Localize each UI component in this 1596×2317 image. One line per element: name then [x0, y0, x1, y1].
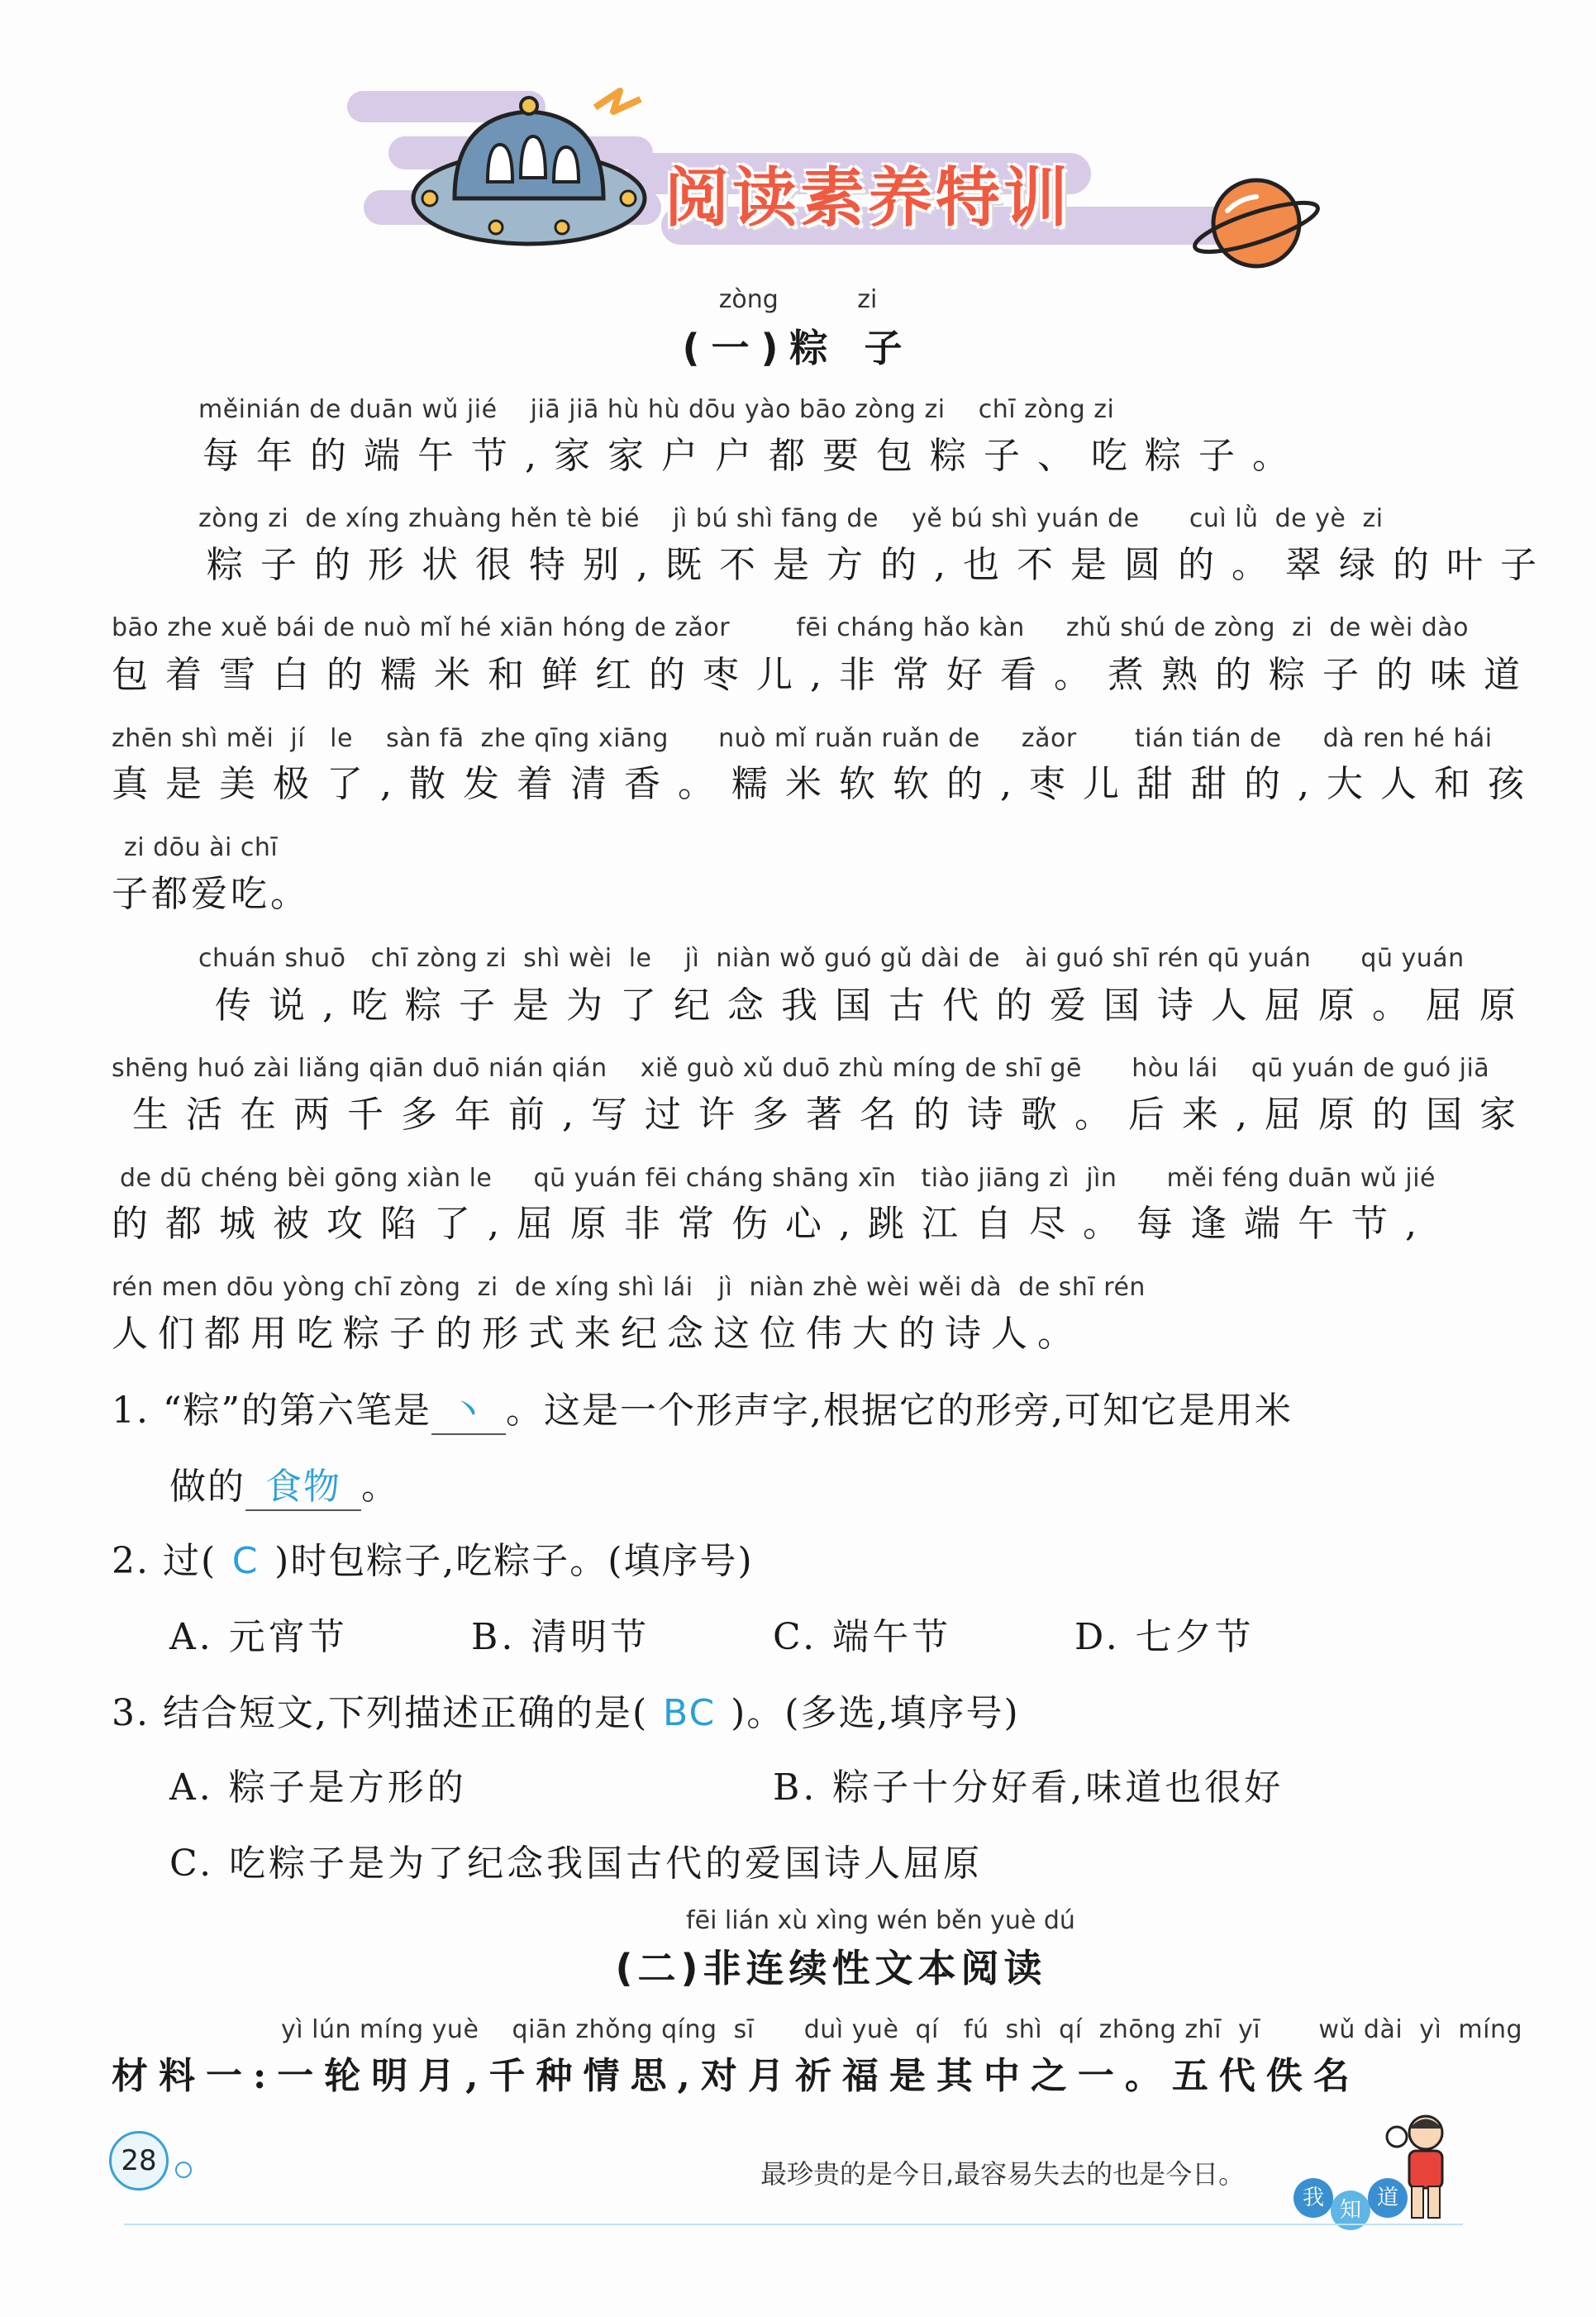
pinyin-line: shēng huó zài liǎng qiān duō nián qián xiě guò xǔ duō zhù míng de shī gē hòu lái qū yuán de guó jiā	[112, 1054, 1490, 1083]
section2-title-pinyin: fēi lián xù xìng wén běn yuè dú	[686, 1906, 1075, 1935]
question-1-end: 。	[361, 1466, 399, 1508]
question-3	[112, 1683, 1020, 1736]
passage-line: 生活在两千多年前,写过许多著名的诗歌。后来,屈原的国家	[132, 1094, 1533, 1136]
pinyin-line: chuán shuō chī zòng zi shì wèi le jì niàn wǒ guó gǔ dài de ài guó shī rén qū yuán qū yuán	[198, 944, 1465, 973]
passage-line: 材料一:一轮明月,千种情思,对月祈福是其中之一。五代佚名	[112, 2055, 1360, 2097]
option-b: B. 粽子十分好看,味道也很好	[773, 1766, 1284, 1809]
page-number: 28	[109, 2131, 169, 2191]
banner-title: 阅读素养特训	[664, 161, 1071, 236]
pinyin-line: bāo zhe xuě bái de nuò mǐ hé xiān hóng de zǎor fēi cháng hǎo kàn zhǔ shú de zòng zi de wèi dào	[112, 613, 1470, 642]
option-c: C. 吃粽子是为了纪念我国古代的爱国诗人屈原	[169, 1843, 984, 1885]
answer-blank-2[interactable]	[245, 1456, 361, 1511]
pinyin-line: měinián de duān wǔ jié jiā jiā hù hù dōu yào bāo zòng zi chī zòng zi	[198, 395, 1115, 424]
passage-line: 包着雪白的糯米和鲜红的枣儿,非常好看。煮熟的粽子的味道	[112, 654, 1537, 696]
pinyin-line: zòng zi de xíng zhuàng hěn tè bié jì bú shì fāng de yě bú shì yuán de cuì lǜ de yè zi	[198, 504, 1384, 533]
option-b: B. 清明节	[471, 1616, 650, 1658]
section2-title: (二)非连续性文本阅读	[615, 1946, 1047, 1990]
banner	[0, 0, 1596, 298]
pinyin-line: de dū chéng bèi gōng xiàn le qū yuán fēi cháng shāng xīn tiào jiāng zì jìn měi féng duān wǔ jié	[120, 1164, 1436, 1193]
pinyin-line: zi dōu ài chī	[124, 833, 279, 862]
option-a: A. 粽子是方形的	[169, 1766, 467, 1809]
answer-1b: 食物	[265, 1466, 341, 1508]
question-1-text: 1. “粽”的第六笔是	[112, 1390, 431, 1432]
ufo-icon	[397, 74, 661, 273]
answer-3[interactable]: BC	[663, 1692, 717, 1734]
badge-dao: 道	[1368, 2178, 1408, 2218]
section1-title: (一)粽 子	[682, 326, 914, 370]
planet-icon	[1190, 165, 1322, 281]
soccer-kid-icon	[1380, 2108, 1471, 2232]
badge-wo: 我	[1293, 2178, 1333, 2218]
question-2-text-cont: )时包粽子,吃粽子。(填序号)	[274, 1540, 754, 1582]
answer-1: 丶	[449, 1390, 488, 1432]
passage-line: 每年的端午节,家家户户都要包粽子、吃粽子。	[202, 435, 1306, 477]
passage-line: 人们都用吃粽子的形式来纪念这位伟大的诗人。	[112, 1313, 1084, 1355]
badge-zhi: 知	[1331, 2191, 1370, 2230]
answer-2[interactable]: C	[231, 1540, 260, 1582]
pinyin-line: rén men dōu yòng chī zòng zi de xíng shì lái jì niàn zhè wèi wěi dà de shī rén	[112, 1273, 1146, 1302]
question-1-text-cont: 。这是一个形声字,根据它的形旁,可知它是用米	[505, 1390, 1293, 1432]
pinyin-line: yì lún míng yuè qiān zhǒng qíng sī duì yuè qí fú shì qí zhōng zhī yī wǔ dài yì míng	[281, 2015, 1523, 2044]
question-3-text: 3. 结合短文,下列描述正确的是(	[112, 1692, 649, 1734]
question-2-text: 2. 过(	[112, 1540, 217, 1582]
question-3-text-cont: )。(多选,填序号)	[731, 1692, 1020, 1734]
option-a: A. 元宵节	[169, 1616, 348, 1658]
question-1-line2	[169, 1456, 399, 1511]
pinyin-line: zhēn shì měi jí le sàn fā zhe qīng xiāng nuò mǐ ruǎn ruǎn de zǎor tián tián de dà ren hé hái	[112, 724, 1493, 753]
passage-line: 的都城被攻陷了,屈原非常伤心,跳江自尽。每逢端午节,	[112, 1203, 1434, 1245]
passage-line: 粽子的形状很特别,既不是方的,也不是圆的。翠绿的叶子	[207, 544, 1554, 586]
passage-line: 传说,吃粽子是为了纪念我国古代的爱国诗人屈原。屈原	[215, 984, 1533, 1027]
question-1-text-line2: 做的	[169, 1466, 245, 1508]
section1-title-pinyin: zòng zi	[718, 285, 878, 314]
option-c: C. 端午节	[773, 1616, 952, 1658]
footer-motto: 最珍贵的是今日,最容易失去的也是今日。	[760, 2158, 1246, 2190]
question-1	[112, 1380, 1293, 1435]
page-number-dot	[175, 2162, 192, 2178]
question-2	[112, 1531, 754, 1584]
footer-divider	[124, 2224, 1463, 2225]
answer-blank-1[interactable]	[431, 1380, 506, 1435]
passage-line: 子都爱吃。	[112, 873, 310, 915]
option-d: D. 七夕节	[1074, 1616, 1255, 1658]
passage-line: 真是美极了,散发着清香。糯米软软的,枣儿甜甜的,大人和孩	[112, 763, 1541, 805]
